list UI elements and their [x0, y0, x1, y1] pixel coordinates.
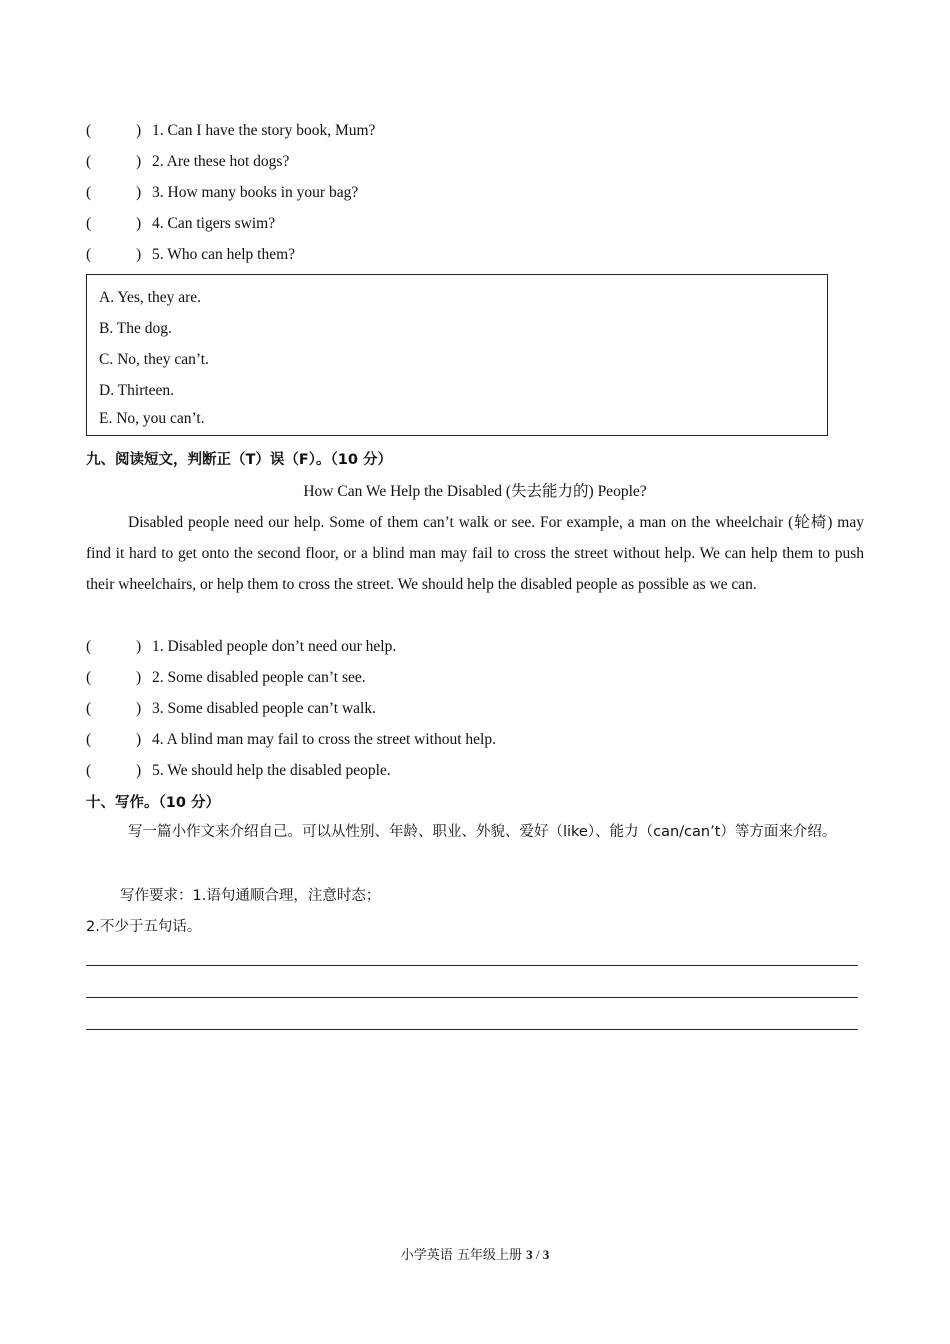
answer-blank-close: ) — [136, 638, 142, 655]
option-a: A. Yes, they are. — [99, 289, 202, 306]
writing-line-1[interactable] — [86, 965, 858, 966]
writing-requirement-2: 2.不少于五句话。 — [86, 919, 202, 935]
option-d: D. Thirteen. — [99, 382, 175, 399]
statement-text: 4. A blind man may fail to cross the street without help. — [152, 731, 496, 748]
reading-passage: Disabled people need our help. Some of them can’t walk or see. For example, a man on the wheelchair (轮椅) may find it hard to get onto the second floor, or a blind man may fail to cross the street without help. We can help them to push their wheelchairs, or help them to cross the street. We should help the disabled people as possible as we can. — [86, 514, 864, 593]
question-text: 5. Who can help them? — [152, 246, 296, 263]
writing-requirement-1: 写作要求：1.语句通顺合理，注意时态； — [120, 888, 381, 904]
answer-blank-open[interactable]: ( — [86, 731, 92, 748]
answer-blank-open[interactable]: ( — [86, 122, 92, 139]
s9-question-4 — [86, 730, 496, 750]
s8-question-4 — [86, 214, 275, 234]
answer-blank-close: ) — [136, 153, 142, 170]
question-text: 2. Are these hot dogs? — [152, 153, 290, 170]
s9-question-5 — [86, 761, 391, 781]
statement-text: 5. We should help the disabled people. — [152, 762, 391, 779]
s8-question-2 — [86, 152, 289, 172]
s8-question-1 — [86, 121, 375, 141]
s8-question-3 — [86, 183, 358, 203]
section10-heading: 十、写作。（10 分） — [86, 795, 220, 811]
answer-blank-open[interactable]: ( — [86, 184, 92, 201]
answer-blank-close: ) — [136, 731, 142, 748]
passage-title: How Can We Help the Disabled (失去能力的) People? — [303, 483, 647, 500]
page-footer — [0, 1246, 950, 1265]
answer-blank-close: ) — [136, 215, 142, 232]
statement-text: 1. Disabled people don’t need our help. — [152, 638, 397, 655]
answer-blank-open[interactable]: ( — [86, 762, 92, 779]
answer-blank-close: ) — [136, 246, 142, 263]
answer-blank-open[interactable]: ( — [86, 215, 92, 232]
s9-question-2 — [86, 668, 366, 688]
option-e: E. No, you can’t. — [99, 410, 205, 427]
option-c: C. No, they can’t. — [99, 351, 209, 368]
answer-blank-close: ) — [136, 669, 142, 686]
s9-question-1 — [86, 637, 396, 657]
footer-subject: 小学英语 五年级上册 — [400, 1248, 527, 1263]
footer-page-total: 3 — [542, 1247, 550, 1262]
option-b: B. The dog. — [99, 320, 172, 337]
answer-blank-close: ) — [136, 184, 142, 201]
answer-blank-open[interactable]: ( — [86, 638, 92, 655]
writing-instruction: 写一篇小作文来介绍自己。可以从性别、年龄、职业、外貌、爱好（like）、能力（can/can’t）等方面来介绍。 — [128, 824, 837, 840]
answer-blank-open[interactable]: ( — [86, 246, 92, 263]
s9-question-3 — [86, 699, 376, 719]
answer-blank-open[interactable]: ( — [86, 700, 92, 717]
answer-blank-open[interactable]: ( — [86, 669, 92, 686]
section9-heading: 九、阅读短文，判断正（T）误（F）。（10 分） — [86, 452, 393, 468]
answer-blank-open[interactable]: ( — [86, 153, 92, 170]
question-text: 3. How many books in your bag? — [152, 184, 359, 201]
s8-question-5 — [86, 245, 295, 265]
question-text: 1. Can I have the story book, Mum? — [152, 122, 376, 139]
answer-blank-close: ) — [136, 122, 142, 139]
question-text: 4. Can tigers swim? — [152, 215, 276, 232]
answer-options-box — [86, 274, 828, 436]
writing-line-2[interactable] — [86, 997, 858, 998]
footer-page-number: 3 — [526, 1247, 533, 1262]
answer-blank-close: ) — [136, 762, 142, 779]
footer-separator: / — [532, 1247, 543, 1262]
statement-text: 3. Some disabled people can’t walk. — [152, 700, 376, 717]
writing-line-3[interactable] — [86, 1029, 858, 1030]
statement-text: 2. Some disabled people can’t see. — [152, 669, 366, 686]
answer-blank-close: ) — [136, 700, 142, 717]
